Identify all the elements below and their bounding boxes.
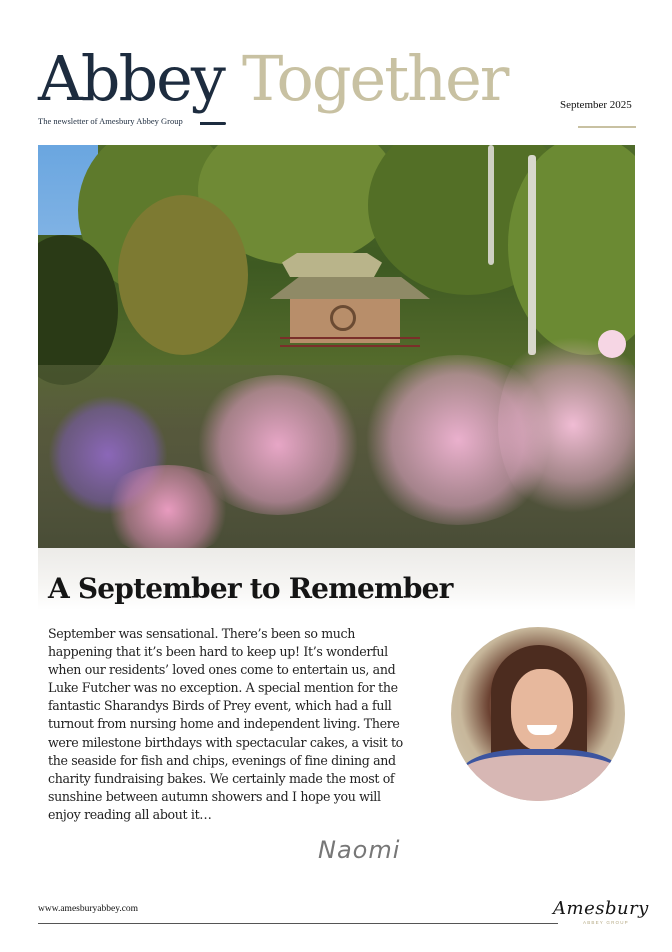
intro-line: when our residents’ loved ones come to entertain us, and [48,662,396,678]
masthead [38,44,638,134]
birch-trunk [528,155,536,355]
birch-trunk [488,145,494,265]
editor-portrait [451,627,625,801]
intro-line: charity fundraising bakes. We certainly made the most of [48,770,395,786]
tree-canopy [118,195,248,355]
anemone-cluster [98,465,238,548]
intro-line: sunshine between autumn showers and I hope you will [48,788,381,804]
masthead-title-together: Together [242,42,508,115]
feature-title: A September to Remember [48,572,453,605]
portrait-clothing [461,749,621,801]
editor-signature: Naomi [318,836,401,864]
intro-line: September was sensational. There’s been so much [48,626,356,641]
pavilion-upper-roof [282,253,382,277]
intro-line: enjoy reading all about it… [48,806,212,822]
intro-line: Luke Futcher was no exception. A special mention for the [48,680,398,696]
pavilion [270,253,430,363]
pavilion-railing [280,337,420,347]
hero-image [38,145,635,548]
intro-line: fantastic Sharandys Birds of Prey event, which had a full [48,698,392,714]
logo-script: Amesbury [553,898,649,919]
masthead-title-abbey: Abbey [38,42,224,115]
intro-line: the seaside for fish and chips, evenings of fine dining and [48,752,396,768]
portrait-face [511,669,573,751]
masthead-tagline: The newsletter of Amesbury Abbey Group [38,116,183,126]
footer-divider [38,923,558,924]
website-link[interactable]: www.amesburyabbey.com [38,904,139,914]
amesbury-logo [553,898,663,938]
intro-line: happening that it’s been hard to keep up! It’s wonderful [48,644,388,660]
date-divider [578,126,636,128]
pavilion-round-window [330,305,356,331]
pavilion-lower-roof [270,277,430,299]
logo-subtitle: ABBEY GROUP [583,920,629,925]
tagline-underline-decoration [200,122,226,125]
anemone-bloom [598,330,626,358]
issue-date: September 2025 [560,99,632,111]
intro-line: were milestone birthdays with spectacular cakes, a visit to [48,734,403,750]
editor-intro [48,625,428,824]
intro-line: turnout from nursing home and independent living. There [48,716,400,732]
